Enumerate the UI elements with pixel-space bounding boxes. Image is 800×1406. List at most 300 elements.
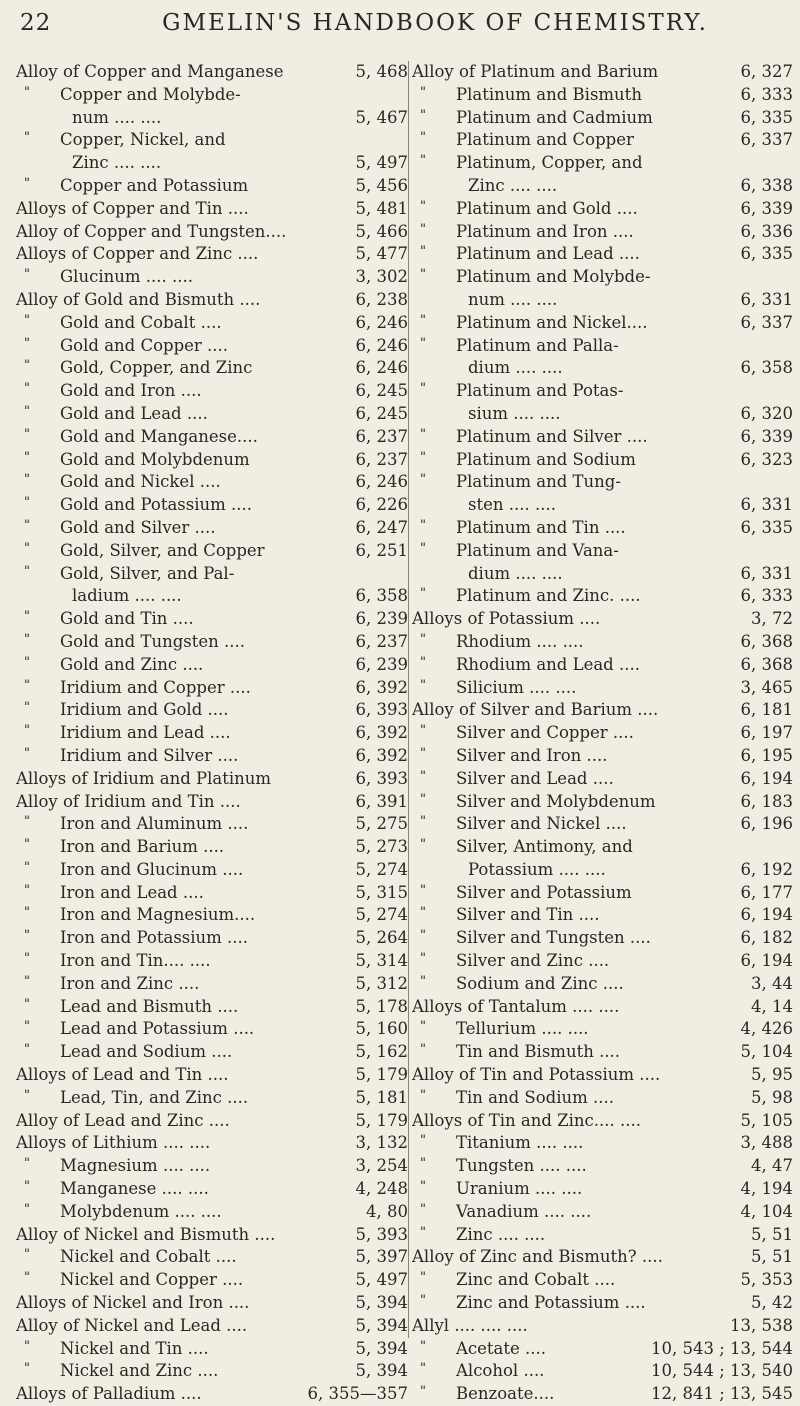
entry-label: Alloy of Silver and Barium ....	[412, 700, 659, 720]
entry-label: Gold and Lead ....	[60, 403, 208, 423]
index-entry	[412, 973, 795, 996]
index-entry	[16, 1110, 408, 1133]
index-entry	[412, 585, 795, 608]
entry-label: Silver and Potassium	[456, 882, 632, 902]
index-entry	[412, 1155, 795, 1178]
index-entry	[412, 540, 795, 563]
ditto-mark: "	[420, 723, 426, 739]
ditto-mark: "	[24, 631, 30, 647]
ditto-mark: "	[420, 1042, 426, 1058]
page-header	[0, 10, 800, 42]
entry-label: Gold and Tungsten ....	[60, 631, 246, 651]
entry-reference: 6, 335	[740, 244, 793, 264]
entry-reference: 5, 105	[740, 1110, 793, 1130]
index-entry	[412, 677, 795, 700]
entry-label: Copper and Potassium	[60, 175, 249, 195]
index-entry	[16, 540, 408, 563]
entry-reference: 6, 194	[740, 768, 793, 788]
ditto-mark: "	[420, 1384, 426, 1400]
index-entry	[16, 494, 408, 517]
entry-label: Silver and Molybdenum	[456, 791, 656, 811]
ditto-mark: "	[420, 631, 426, 647]
index-entry	[16, 84, 408, 107]
entry-label: Nickel and Copper ....	[60, 1270, 244, 1290]
entry-label: Vanadium .... ....	[456, 1201, 592, 1221]
entry-label: Magnesium .... ....	[60, 1156, 211, 1176]
entry-label: Gold and Zinc ....	[60, 654, 204, 674]
entry-reference: 4, 80	[366, 1201, 408, 1221]
index-entry	[16, 677, 408, 700]
entry-reference: 4, 104	[740, 1201, 793, 1221]
entry-label: Zinc and Cobalt ....	[456, 1270, 616, 1290]
ditto-mark: "	[420, 267, 426, 283]
ditto-mark: "	[24, 495, 30, 511]
index-entry	[16, 449, 408, 472]
entry-reference: 10, 544 ; 13, 540	[650, 1361, 793, 1381]
index-entry	[412, 312, 795, 335]
index-entry	[412, 107, 795, 130]
ditto-mark: "	[24, 403, 30, 419]
ditto-mark: "	[420, 84, 426, 100]
entry-label: num .... ....	[72, 107, 162, 127]
ditto-mark: "	[24, 859, 30, 875]
entry-label: Iron and Zinc ....	[60, 973, 200, 993]
ditto-mark: "	[420, 768, 426, 784]
entry-reference: 6, 368	[740, 654, 793, 674]
entry-reference: 4, 14	[751, 996, 793, 1016]
entry-label: Platinum and Tung-	[456, 472, 621, 492]
entry-reference: 5, 181	[355, 1087, 408, 1107]
ditto-mark: "	[420, 677, 426, 693]
entry-reference: 6, 239	[355, 609, 408, 629]
entry-reference: 5, 497	[355, 1270, 408, 1290]
entry-label: Nickel and Cobalt ....	[60, 1247, 237, 1267]
entry-reference: 6, 182	[740, 928, 793, 948]
ditto-mark: "	[420, 1224, 426, 1240]
entry-label: Alloy of Tin and Potassium ....	[412, 1065, 661, 1085]
index-entry	[16, 1338, 408, 1361]
entry-label: Lead and Potassium ....	[60, 1019, 255, 1039]
entry-label: Platinum and Silver ....	[456, 426, 648, 446]
entry-reference: 6, 391	[355, 791, 408, 811]
ditto-mark: "	[420, 472, 426, 488]
entry-label: Zinc .... ....	[468, 175, 558, 195]
ditto-mark: "	[24, 745, 30, 761]
entry-reference: 4, 248	[355, 1179, 408, 1199]
index-entry	[412, 426, 795, 449]
entry-label: Rhodium and Lead ....	[456, 654, 640, 674]
ditto-mark: "	[24, 814, 30, 830]
entry-reference: 5, 42	[751, 1293, 793, 1313]
index-entry	[412, 1269, 795, 1292]
index-entry	[16, 836, 408, 859]
entry-label: Alloys of Copper and Zinc ....	[16, 244, 259, 264]
index-entry	[16, 768, 408, 791]
ditto-mark: "	[420, 1179, 426, 1195]
entry-label: Uranium .... ....	[456, 1179, 583, 1199]
entry-reference: 5, 95	[751, 1065, 793, 1085]
index-entry	[412, 1110, 795, 1133]
entry-label: Platinum and Cadmium	[456, 107, 653, 127]
index-entry	[16, 1360, 408, 1383]
entry-reference: 6, 339	[740, 198, 793, 218]
entry-label: Silver and Lead ....	[456, 768, 614, 788]
entry-label: dium .... ....	[468, 563, 563, 583]
index-entry	[16, 791, 408, 814]
entry-reference: 5, 179	[355, 1110, 408, 1130]
entry-label: Lead and Sodium ....	[60, 1042, 233, 1062]
index-entry	[16, 61, 408, 84]
entry-reference: 3, 72	[751, 609, 793, 629]
index-entry	[412, 1041, 795, 1064]
ditto-mark: "	[24, 84, 30, 100]
entry-reference: 5, 274	[355, 905, 408, 925]
entry-reference: 5, 314	[355, 951, 408, 971]
entry-label: Silver and Iron ....	[456, 745, 608, 765]
index-entry	[412, 380, 795, 403]
index-entry	[412, 61, 795, 84]
ditto-mark: "	[24, 267, 30, 283]
entry-reference: 6, 336	[740, 221, 793, 241]
entry-label: Alloy of Nickel and Bismuth ....	[16, 1224, 276, 1244]
entry-label: ladium .... ....	[72, 586, 182, 606]
entry-reference: 3, 44	[751, 973, 793, 993]
entry-label: Gold and Tin ....	[60, 609, 194, 629]
entry-reference: 6, 237	[355, 449, 408, 469]
ditto-mark: "	[420, 107, 426, 123]
index-entry	[16, 221, 408, 244]
index-entry	[16, 722, 408, 745]
index-entry	[412, 243, 795, 266]
index-entry	[412, 266, 795, 289]
ditto-mark: "	[24, 335, 30, 351]
entry-reference: 6, 331	[740, 289, 793, 309]
ditto-mark: "	[420, 951, 426, 967]
entry-reference: 5, 98	[751, 1087, 793, 1107]
index-entry	[412, 699, 795, 722]
index-entry	[412, 198, 795, 221]
ditto-mark: "	[24, 563, 30, 579]
entry-reference: 5, 394	[355, 1315, 408, 1335]
index-entry	[16, 129, 408, 152]
running-title: GMELIN'S HANDBOOK OF CHEMISTRY.	[162, 10, 708, 36]
entry-reference: 6, 392	[355, 677, 408, 697]
ditto-mark: "	[420, 882, 426, 898]
entry-label: Silver and Tin ....	[456, 905, 600, 925]
index-entry	[16, 1224, 408, 1247]
entry-reference: 12, 841 ; 13, 545	[650, 1384, 793, 1404]
entry-label: Gold and Potassium ....	[60, 495, 253, 515]
ditto-mark: "	[24, 905, 30, 921]
entry-reference: 6, 327	[740, 62, 793, 81]
entry-reference: 6, 338	[740, 175, 793, 195]
ditto-mark: "	[420, 791, 426, 807]
entry-label: Platinum, Copper, and	[456, 153, 643, 173]
entry-reference: 6, 358	[740, 358, 793, 378]
entry-label: Alloys of Tin and Zinc.... ....	[412, 1110, 641, 1130]
index-entry	[16, 426, 408, 449]
entry-reference: 6, 239	[355, 654, 408, 674]
ditto-mark: "	[420, 1338, 426, 1354]
index-entry	[16, 608, 408, 631]
ditto-mark: "	[24, 700, 30, 716]
ditto-mark: "	[24, 973, 30, 989]
entry-label: Iridium and Silver ....	[60, 745, 239, 765]
index-entry	[412, 1360, 795, 1383]
entry-label: Iridium and Copper ....	[60, 677, 251, 697]
entry-label: Glucinum .... ....	[60, 267, 193, 287]
ditto-mark: "	[420, 312, 426, 328]
index-entry	[412, 1292, 795, 1315]
index-entry	[16, 882, 408, 905]
index-entry	[16, 198, 408, 221]
entry-reference: 4, 47	[751, 1156, 793, 1176]
index-entry	[412, 335, 795, 358]
entry-reference: 5, 275	[355, 814, 408, 834]
entry-label: Gold and Manganese....	[60, 426, 258, 446]
entry-reference: 6, 192	[740, 859, 793, 879]
entry-reference: 6, 238	[355, 289, 408, 309]
ditto-mark: "	[420, 1156, 426, 1172]
ditto-mark: "	[420, 449, 426, 465]
index-entry	[16, 813, 408, 836]
index-entry	[412, 608, 795, 631]
entry-reference: 4, 194	[740, 1179, 793, 1199]
entry-label: Alloys of Potassium ....	[412, 609, 601, 629]
entry-reference: 6, 196	[740, 814, 793, 834]
entry-label: Lead, Tin, and Zinc ....	[60, 1087, 249, 1107]
ditto-mark: "	[420, 426, 426, 442]
entry-reference: 6, 246	[355, 312, 408, 332]
entry-reference: 5, 397	[355, 1247, 408, 1267]
ditto-mark: "	[24, 312, 30, 328]
entry-reference: 5, 393	[355, 1224, 408, 1244]
index-entry	[16, 904, 408, 927]
entry-label: Platinum and Zinc. ....	[456, 586, 641, 606]
entry-reference: 6, 392	[355, 745, 408, 765]
index-entry	[412, 175, 795, 198]
index-entry	[412, 1064, 795, 1087]
index-entry	[412, 494, 795, 517]
entry-label: num .... ....	[468, 289, 558, 309]
ditto-mark: "	[420, 1019, 426, 1035]
entry-reference: 6, 392	[355, 723, 408, 743]
ditto-mark: "	[420, 814, 426, 830]
index-entry	[412, 859, 795, 882]
entry-label: Nickel and Zinc ....	[60, 1361, 219, 1381]
entry-reference: 6, 331	[740, 563, 793, 583]
index-entry	[16, 517, 408, 540]
index-entry	[16, 1132, 408, 1155]
entry-label: Sodium and Zinc ....	[456, 973, 624, 993]
entry-reference: 5, 394	[355, 1338, 408, 1358]
entry-label: Alloy of Platinum and Barium	[412, 62, 659, 81]
entry-label: Platinum and Palla-	[456, 335, 619, 355]
entry-reference: 6, 195	[740, 745, 793, 765]
index-entry	[412, 289, 795, 312]
index-entry	[16, 152, 408, 175]
entry-label: Alloys of Copper and Tin ....	[16, 198, 249, 218]
ditto-mark: "	[420, 1361, 426, 1377]
entry-label: Tellurium .... ....	[456, 1019, 589, 1039]
ditto-mark: "	[24, 358, 30, 374]
index-entry	[412, 1201, 795, 1224]
ditto-mark: "	[24, 1361, 30, 1377]
entry-reference: 3, 465	[740, 677, 793, 697]
entry-label: Alloys of Lithium .... ....	[16, 1133, 211, 1153]
entry-label: Alloys of Palladium ....	[16, 1384, 202, 1404]
ditto-mark: "	[24, 837, 30, 853]
index-entry	[16, 289, 408, 312]
index-entry	[412, 813, 795, 836]
entry-label: Potassium .... ....	[468, 859, 606, 879]
ditto-mark: "	[24, 677, 30, 693]
index-entry	[412, 1087, 795, 1110]
index-entry	[16, 1201, 408, 1224]
entry-label: Tungsten .... ....	[456, 1156, 587, 1176]
ditto-mark: "	[24, 1156, 30, 1172]
entry-label: Alcohol ....	[456, 1361, 545, 1381]
index-entry	[16, 1269, 408, 1292]
ditto-mark: "	[420, 905, 426, 921]
index-entry	[412, 791, 795, 814]
index-entry	[412, 1178, 795, 1201]
entry-label: Acetate ....	[456, 1338, 547, 1358]
index-entry	[16, 973, 408, 996]
ditto-mark: "	[24, 1042, 30, 1058]
entry-reference: 5, 315	[355, 882, 408, 902]
entry-reference: 6, 358	[355, 586, 408, 606]
ditto-mark: "	[24, 1247, 30, 1263]
ditto-mark: "	[24, 723, 30, 739]
ditto-mark: "	[420, 586, 426, 602]
entry-label: Silver and Tungsten ....	[456, 928, 651, 948]
entry-reference: 6, 246	[355, 358, 408, 378]
entry-reference: 6, 226	[355, 495, 408, 515]
entry-reference: 5, 160	[355, 1019, 408, 1039]
entry-label: Zinc .... ....	[456, 1224, 546, 1244]
index-column-right	[412, 61, 795, 1406]
ditto-mark: "	[24, 1270, 30, 1286]
entry-reference: 6, 246	[355, 335, 408, 355]
index-entry	[412, 403, 795, 426]
entry-label: Molybdenum .... ....	[60, 1201, 222, 1221]
entry-label: Zinc and Potassium ....	[456, 1293, 646, 1313]
entry-reference: 5, 394	[355, 1361, 408, 1381]
index-entry	[16, 471, 408, 494]
index-entry	[16, 380, 408, 403]
entry-label: sten .... ....	[468, 495, 556, 515]
ditto-mark: "	[420, 153, 426, 169]
entry-reference: 13, 538	[730, 1315, 793, 1335]
ditto-mark: "	[420, 1270, 426, 1286]
index-entry	[16, 563, 408, 586]
index-entry	[412, 221, 795, 244]
index-entry	[16, 859, 408, 882]
entry-reference: 3, 302	[355, 267, 408, 287]
index-column-left	[16, 61, 408, 1406]
index-entry	[412, 745, 795, 768]
ditto-mark: "	[24, 472, 30, 488]
index-entry	[16, 357, 408, 380]
entry-reference: 6, 337	[740, 130, 793, 150]
entry-label: Iridium and Lead ....	[60, 723, 231, 743]
entry-reference: 5, 179	[355, 1065, 408, 1085]
index-entry	[16, 1087, 408, 1110]
index-entry	[16, 312, 408, 335]
entry-label: Silver and Zinc ....	[456, 951, 610, 971]
index-entry	[16, 335, 408, 358]
index-entry	[412, 631, 795, 654]
entry-label: Nickel and Tin ....	[60, 1338, 209, 1358]
index-entry	[412, 449, 795, 472]
entry-label: Tin and Bismuth ....	[456, 1042, 621, 1062]
entry-reference: 3, 488	[740, 1133, 793, 1153]
entry-label: Manganese .... ....	[60, 1179, 209, 1199]
ditto-mark: "	[24, 517, 30, 533]
entry-reference: 5, 273	[355, 837, 408, 857]
entry-label: Alloy of Copper and Manganese	[16, 62, 284, 81]
entry-reference: 6, 335	[740, 517, 793, 537]
entry-reference: 5, 353	[740, 1270, 793, 1290]
ditto-mark: "	[420, 517, 426, 533]
ditto-mark: "	[420, 745, 426, 761]
entry-label: sium .... ....	[468, 403, 561, 423]
index-entry	[412, 1338, 795, 1361]
entry-label: Iron and Potassium ....	[60, 928, 249, 948]
ditto-mark: "	[420, 381, 426, 397]
entry-reference: 6, 355—357	[307, 1384, 408, 1404]
entry-label: Silver and Nickel ....	[456, 814, 627, 834]
index-entry	[16, 996, 408, 1019]
index-entry	[412, 996, 795, 1019]
entry-reference: 6, 237	[355, 426, 408, 446]
entry-label: Gold and Nickel ....	[60, 472, 221, 492]
ditto-mark: "	[420, 837, 426, 853]
index-entry	[16, 927, 408, 950]
entry-reference: 5, 162	[355, 1042, 408, 1062]
ditto-mark: "	[24, 882, 30, 898]
index-entry	[16, 1246, 408, 1269]
ditto-mark: "	[24, 130, 30, 146]
index-entry	[412, 517, 795, 540]
index-entry	[16, 1383, 408, 1406]
entry-reference: 5, 466	[355, 221, 408, 241]
ditto-mark: "	[24, 654, 30, 670]
entry-reference: 6, 337	[740, 312, 793, 332]
entry-label: Gold and Iron ....	[60, 381, 202, 401]
index-entry	[412, 471, 795, 494]
index-entry	[16, 1018, 408, 1041]
entry-reference: 6, 194	[740, 951, 793, 971]
entry-reference: 5, 51	[751, 1247, 793, 1267]
index-entry	[412, 1383, 795, 1406]
entry-label: Alloys of Lead and Tin ....	[16, 1065, 229, 1085]
ditto-mark: "	[420, 1201, 426, 1217]
ditto-mark: "	[24, 1179, 30, 1195]
entry-reference: 6, 177	[740, 882, 793, 902]
entry-reference: 5, 468	[355, 62, 408, 81]
ditto-mark: "	[420, 928, 426, 944]
index-entry	[412, 1315, 795, 1338]
index-entry	[412, 836, 795, 859]
entry-label: Platinum and Molybde-	[456, 267, 651, 287]
index-entry	[412, 1132, 795, 1155]
index-entry	[412, 654, 795, 677]
entry-label: Alloy of Zinc and Bismuth? ....	[412, 1247, 663, 1267]
entry-label: Zinc .... ....	[72, 153, 162, 173]
index-entry	[412, 152, 795, 175]
